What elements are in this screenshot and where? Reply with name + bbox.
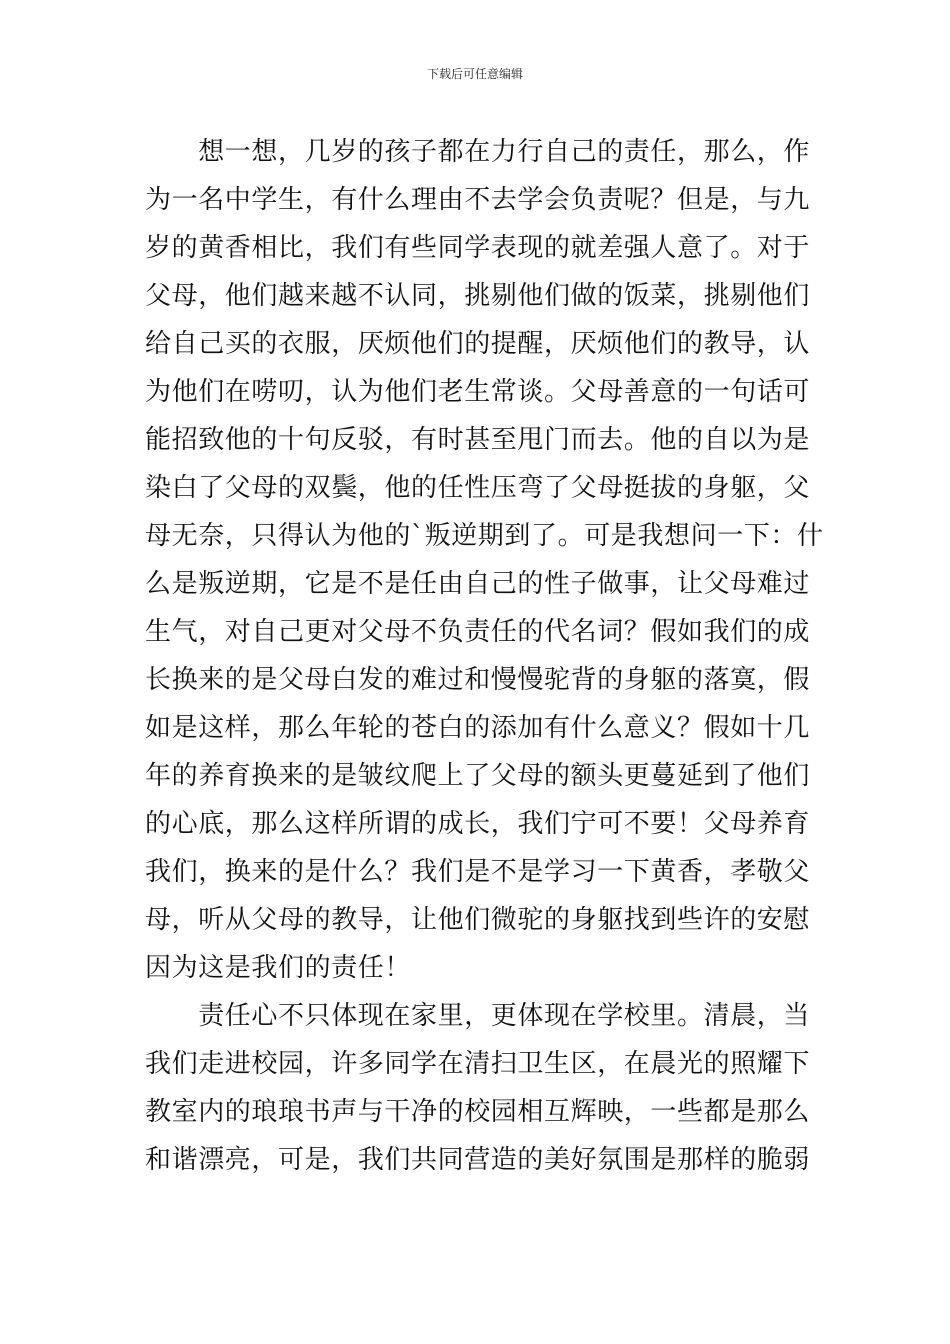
text-line: 母，听从父母的教导，让他们微驼的身躯找到些许的安慰 (145, 905, 811, 935)
text-line: 和谐漂亮，可是，我们共同营造的美好氛围是那样的脆弱 (145, 1145, 811, 1175)
text-line: 染白了父母的双鬓，他的任性压弯了父母挺拔的身躯，父 (145, 473, 811, 503)
body-text (145, 128, 824, 1184)
text-line: 的心底，那么这样所谓的成长，我们宁可不要！父母养育 (145, 809, 811, 839)
text-line: 年的养育换来的是皱纹爬上了父母的额头更蔓延到了他们 (145, 761, 811, 791)
text-line: 如是这样，那么年轮的苍白的添加有什么意义？假如十几 (145, 713, 811, 743)
page-header: 下载后可任意编辑 (426, 67, 523, 81)
text-line: 为他们在唠叨，认为他们老生常谈。父母善意的一句话可 (145, 377, 811, 407)
text-line: 给自己买的衣服，厌烦他们的提醒，厌烦他们的教导，认 (145, 329, 811, 359)
text-line: 母无奈，只得认为他的`叛逆期到了。可是我想问一下：什 (145, 521, 824, 551)
text-line: 能招致他的十句反驳，有时甚至甩门而去。他的自以为是 (145, 425, 811, 455)
text-line: 父母，他们越来越不认同，挑剔他们做的饭菜，挑剔他们 (145, 281, 811, 311)
text-line: 生气，对自己更对父母不负责任的代名词？假如我们的成 (145, 617, 811, 647)
text-line: 想一想，几岁的孩子都在力行自己的责任，那么，作 (145, 137, 811, 167)
text-line: 因为这是我们的责任！ (145, 953, 412, 983)
text-line: 么是叛逆期，它是不是任由自己的性子做事，让父母难过 (145, 569, 811, 599)
text-line: 我们走进校园，许多同学在清扫卫生区，在晨光的照耀下 (145, 1049, 811, 1079)
text-line: 为一名中学生，有什么理由不去学会负责呢？但是，与九 (145, 185, 811, 215)
text-line: 长换来的是父母白发的难过和慢慢驼背的身躯的落寞，假 (145, 665, 811, 695)
text-line: 责任心不只体现在家里，更体现在学校里。清晨，当 (145, 1001, 811, 1031)
text-line: 岁的黄香相比，我们有些同学表现的就差强人意了。对于 (145, 233, 811, 263)
text-line: 我们，换来的是什么？我们是不是学习一下黄香，孝敬父 (145, 857, 811, 887)
text-line: 教室内的琅琅书声与干净的校园相互辉映，一些都是那么 (145, 1097, 811, 1127)
